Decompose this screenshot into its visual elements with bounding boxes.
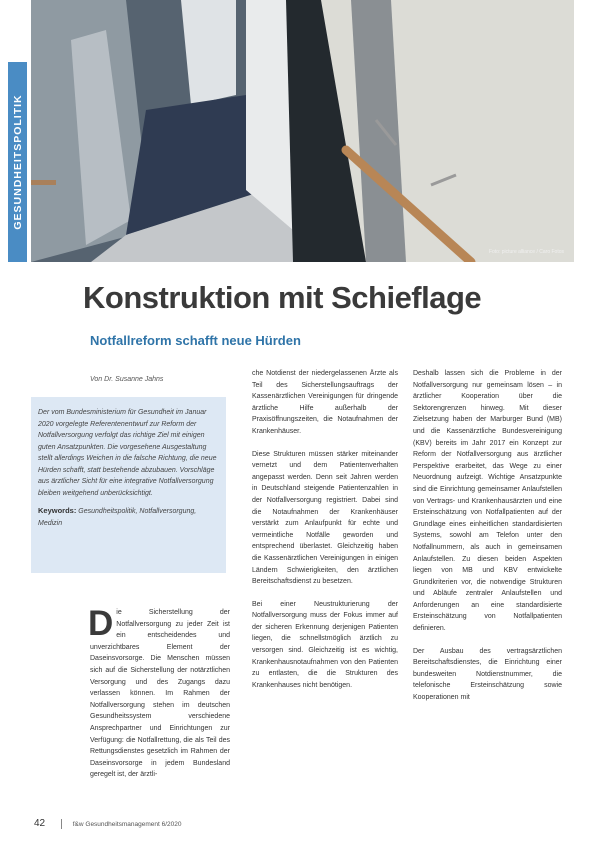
body-column-3 xyxy=(413,368,562,715)
corridor-illustration xyxy=(31,0,574,262)
keywords xyxy=(38,505,218,529)
section-tab-label: GESUNDHEITSPOLITIK xyxy=(11,94,24,230)
paragraph: Diese Strukturen müssen stärker miteinander vernetzt und dem Patientenverhalten angepasst werden. Denn seit Jahren werden in Deutschland steigende Patientenzahlen in der Notfallversorgung registriert. Dabei sind die Notaufnahmen der Krankenhäuser verstärkt zum Anlaufpunkt für echte und vermeintliche Notfälle geworden und entsprechend überlastet. Gleichzeitig haben die Kassenärztlichen Vereinigungen in einigen Ländern Schwierigkeiten, den ärztlichen Bereitschaftsdienst zu besetzen. xyxy=(252,450,398,586)
article-author: Von Dr. Susanne Jahns xyxy=(90,376,164,383)
body-column-1-text: ie Sicherstellung der Notfallversorgung zu jeder Zeit ist ein entscheidendes und unverzichtbares Element der Daseinsvorsorge. Die Menschen müssen sich auf die Sicherstellung der notärztlichen Versorgung und des Zugangs dazu verlassen können. Im Rahmen der Notfallversorgung stehen im deutschen Gesundheitssystem verschiedene Ansprechpartner und Einrichtungen zur Verfügung: die Notfallrettung, die als Teil des Rettungsdienstes gesetzlich im Rahmen der Daseinsvorsorge in jedem Bundesland geregelt ist, der ärztli- xyxy=(90,609,230,779)
journal-name: f&w Gesundheitsmanagement 6/2020 xyxy=(72,821,182,828)
hospital-corridor-photo xyxy=(31,0,574,262)
paragraph: Deshalb lassen sich die Probleme in der Notfallversorgung nur gemeinsam lösen – in ärztlicher Kooperation über die Sektorengrenzen hinweg. Mit dieser Zielsetzung haben der Marburger Bund (MB) und die Kassenärztliche Bundesvereinigung (KBV) bereits im Jahr 2017 ein Konzept zur Reform der Notfallversorgung aus ärztlicher Perspektive erarbeitet, das Wege zu einer Neuordnung aufzeigt. Wichtige Ansatzpunkte sind die Einrichtung gemeinsamer Anlaufstellen von Vertrags- und Krankenhausärzten und eine Ersteinschätzung von Notfallpatienten auf der Grundlage eines einheitlichen standardisierten Systems, sowohl am Telefon unter den Notfallnummern, als auch in gemeinsamen Anlaufstellen. Zu diesen beiden Aspekten liegen von MB und KBV entwickelte Grundkriterien vor, die notwendige Strukturen und Abläufe zentraler Anlaufstellen und Anforderungen an eine standardisierte Ersteinschätzung von Notfallpatienten definieren. xyxy=(413,370,562,633)
footer-divider xyxy=(61,819,62,829)
section-tab xyxy=(8,62,27,262)
abstract-box xyxy=(31,397,226,573)
paragraph: Bei einer Neustrukturierung der Notfallversorgung muss der Fokus immer auf der sicheren Erkennung derjenigen Patienten liegen, die schnellstmöglich ärztlich zu versorgen sind. Gleichzeitig ist es wichtig, Krankenhausnotaufnahmen von den Patienten zu entlasten, die die Strukturen des Krankenhauses nicht benötigen. xyxy=(252,600,398,689)
page-footer xyxy=(34,818,182,829)
keywords-label: Keywords: xyxy=(38,506,77,515)
article-title: Konstruktion mit Schieflage xyxy=(83,280,482,315)
page-number: 42 xyxy=(34,818,46,829)
drop-cap: D xyxy=(88,604,114,643)
photo-credit: Foto: picture alliance / Caro Fotos xyxy=(488,249,564,255)
abstract-text: Der vom Bundesministerium für Gesundheit im Januar 2020 vorgelegte Referentenentwurf zur Reform der Notfallversorgung verfolgt das richtige Ziel mit einigen guten Ansatzpunkten. Die vorgesehene Ausgestaltung stellt allerdings Weichen in die falsche Richtung, die neue Hürden schafft, statt bestehende abzubauen. Vorschläge aus ärztlicher Sicht für eine integrative Notfallversorgung bleiben weitgehend unberücksichtigt. xyxy=(38,409,217,497)
paragraph: Der Ausbau des vertragsärztlichen Bereitschaftsdienstes, die Einrichtung einer bundesweiten Notdienstnummer, die telefonische Ersteinschätzung sowie Kooperationen mit xyxy=(413,647,562,702)
body-column-2 xyxy=(252,368,398,702)
keywords-value: Gesundheitspolitik, Notfallversorgung, Medizin xyxy=(38,508,197,527)
paragraph: che Notdienst der niedergelassenen Ärzte als Teil des Sicherstellungsauftrags der Kassenärztlichen Vereinigungen für dringende ärztliche Hilfe außerhalb der Praxisöffnungszeiten, die Notaufnahmen der Krankenhäuser. xyxy=(252,370,398,435)
body-column-1 xyxy=(88,604,230,781)
article-subtitle: Notfallreform schafft neue Hürden xyxy=(90,333,301,348)
